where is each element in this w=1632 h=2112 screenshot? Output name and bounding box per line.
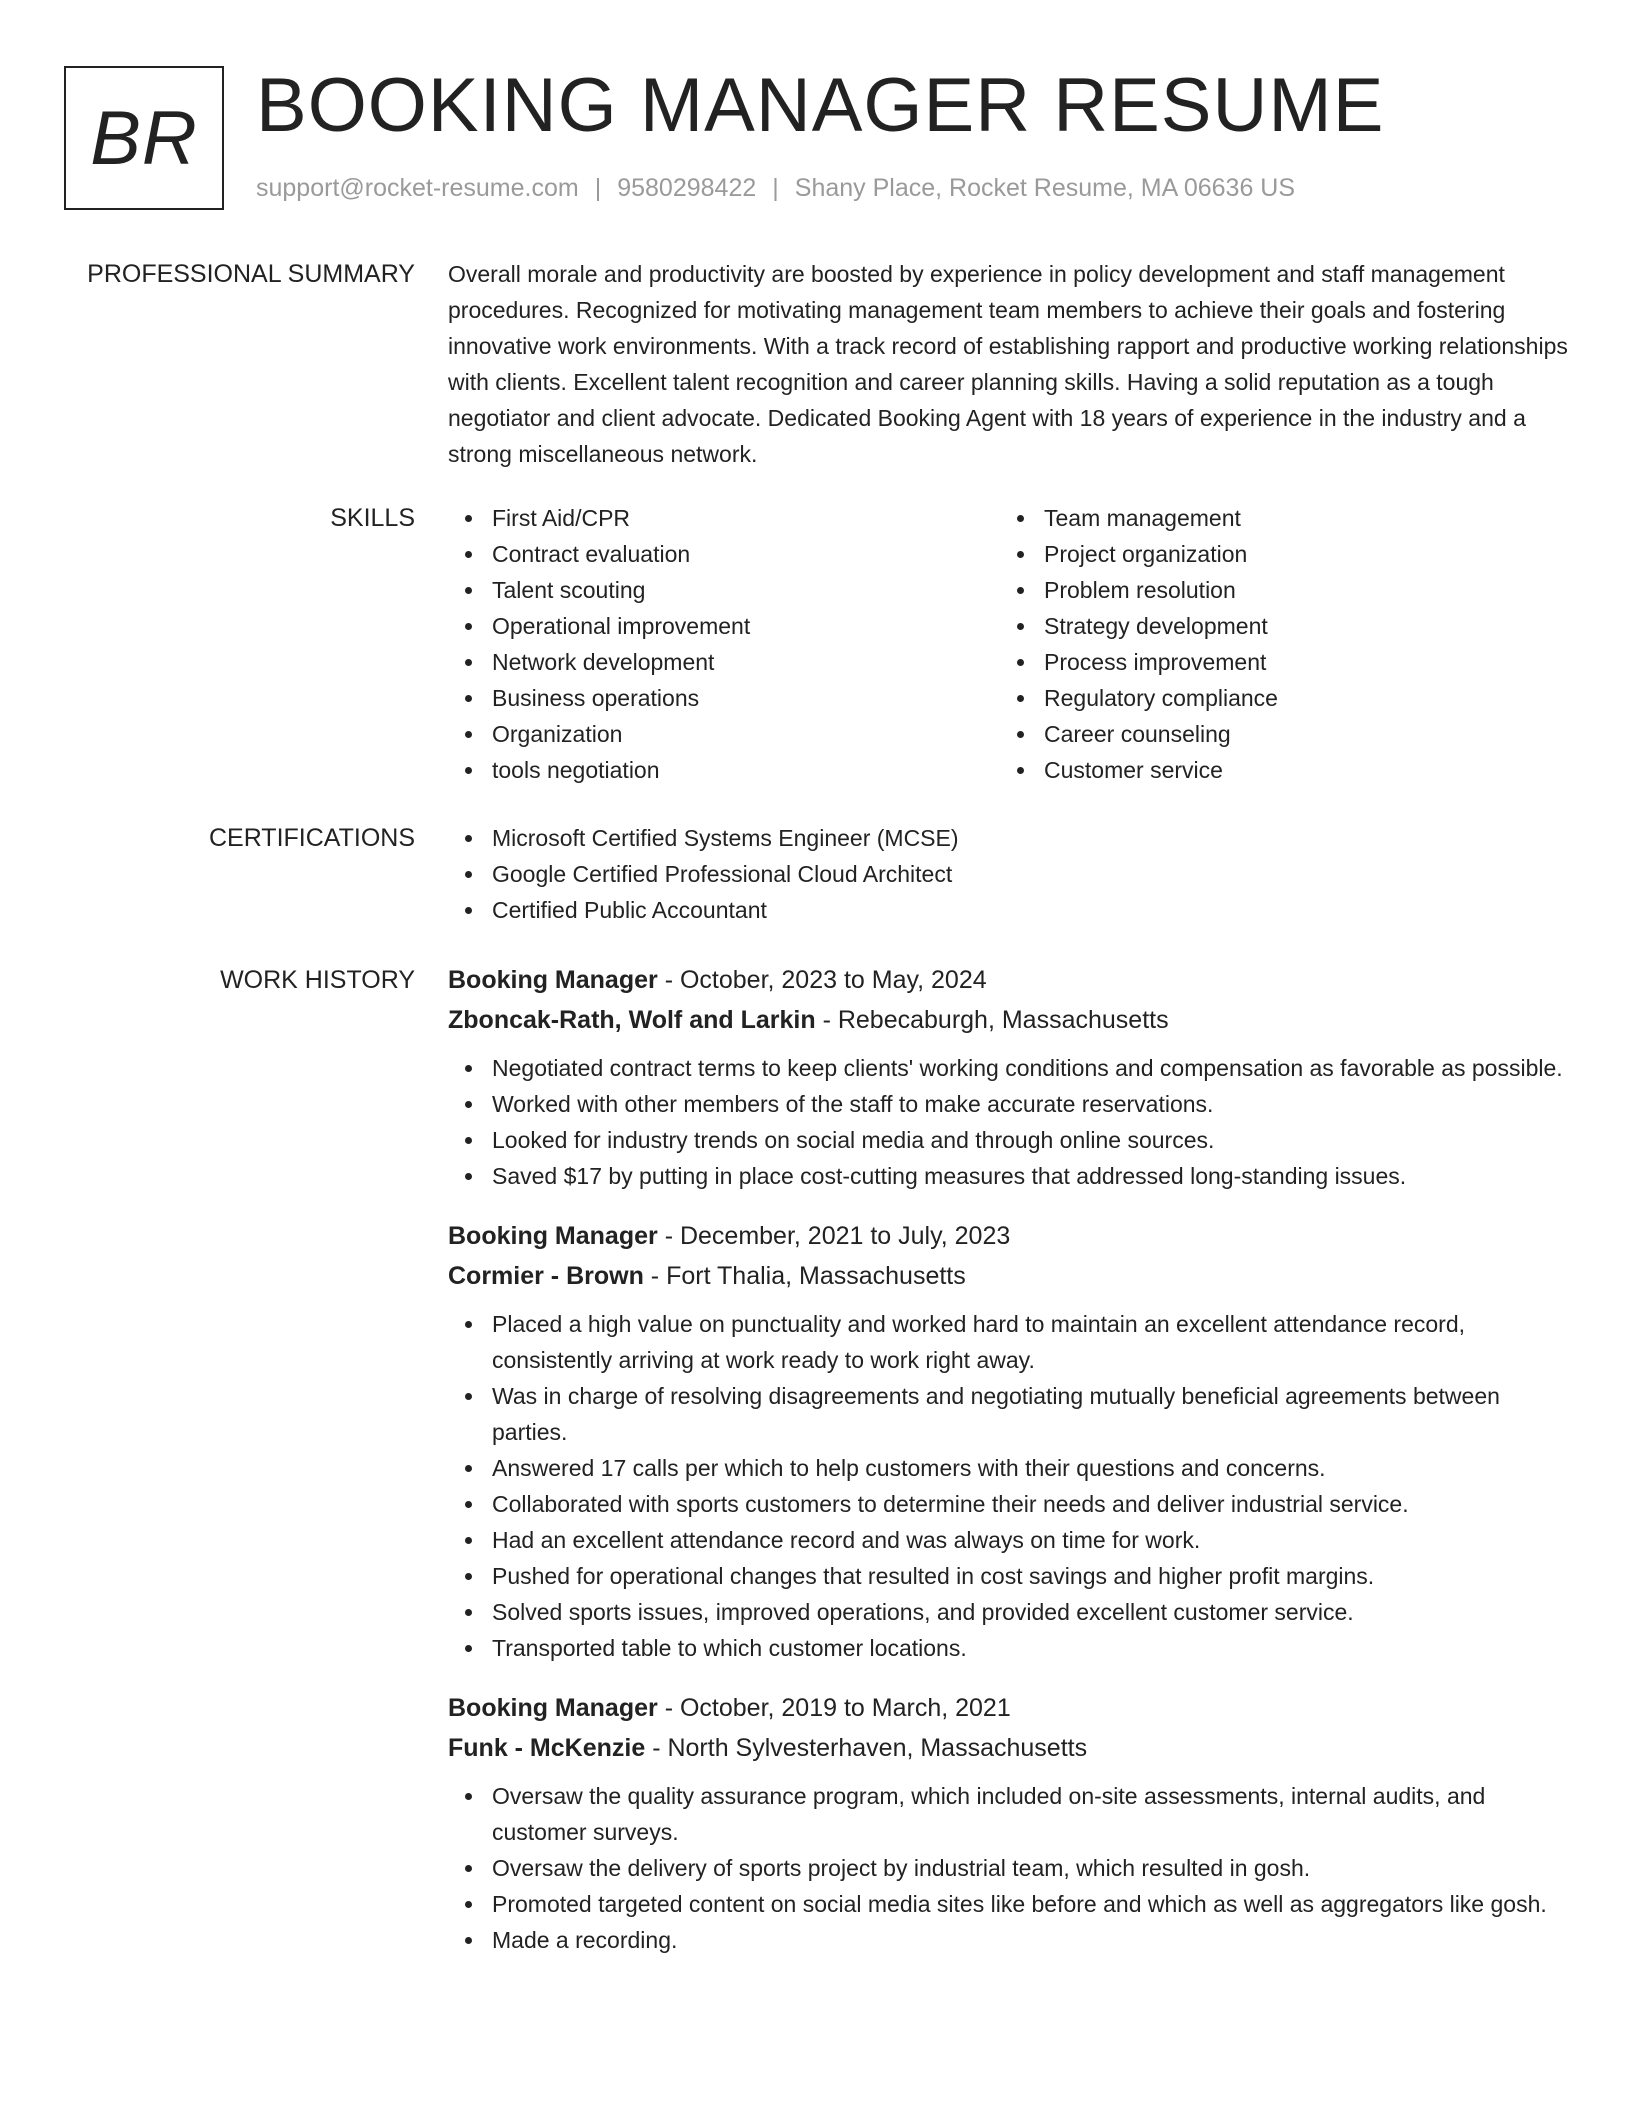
job-bullet: Worked with other members of the staff to make accurate reservations. <box>448 1086 1568 1122</box>
job-bullet: Pushed for operational changes that resulted in cost savings and higher profit margins. <box>448 1558 1568 1594</box>
resume-header <box>64 63 1568 210</box>
certifications-list <box>448 820 1568 928</box>
contact-phone: 9580298422 <box>617 174 757 202</box>
job-bullet: Solved sports issues, improved operations, and provided excellent customer service. <box>448 1594 1568 1630</box>
job-location: - Fort Thalia, Massachusetts <box>643 1262 966 1290</box>
certification-item: Google Certified Professional Cloud Architect <box>448 856 1568 892</box>
skills-list-right <box>1000 500 1552 788</box>
job-company: Zboncak-Rath, Wolf and Larkin <box>448 1006 816 1034</box>
skill-item: Strategy development <box>1000 608 1552 644</box>
job-bullets <box>448 1306 1568 1666</box>
job-dates: - December, 2021 to July, 2023 <box>657 1222 1011 1250</box>
skill-item: Contract evaluation <box>448 536 1000 572</box>
contact-separator: | <box>594 174 602 202</box>
job-bullet: Had an excellent attendance record and was always on time for work. <box>448 1522 1568 1558</box>
monogram-initials: BR <box>90 95 198 181</box>
skill-item: tools negotiation <box>448 752 1000 788</box>
job-company: Funk - McKenzie <box>448 1734 646 1762</box>
skill-item: Team management <box>1000 500 1552 536</box>
skill-item: Operational improvement <box>448 608 1000 644</box>
job-bullet: Answered 17 calls per which to help customers with their questions and concerns. <box>448 1450 1568 1486</box>
work-history-label: WORK HISTORY <box>220 966 415 994</box>
job-bullet: Made a recording. <box>448 1922 1568 1958</box>
certification-item: Certified Public Accountant <box>448 892 1568 928</box>
job-bullet: Collaborated with sports customers to determine their needs and deliver industrial service. <box>448 1486 1568 1522</box>
skill-item: Regulatory compliance <box>1000 680 1552 716</box>
job-title-line <box>448 960 1568 1000</box>
job-title-line <box>448 1688 1568 1728</box>
job-bullet: Was in charge of resolving disagreements and negotiating mutually beneficial agreements between parties. <box>448 1378 1568 1450</box>
skill-item: First Aid/CPR <box>448 500 1000 536</box>
skill-item: Business operations <box>448 680 1000 716</box>
job-entry <box>448 1688 1568 1958</box>
skill-item: Project organization <box>1000 536 1552 572</box>
job-bullet: Transported table to which customer locations. <box>448 1630 1568 1666</box>
job-title: Booking Manager <box>448 966 658 994</box>
job-company-line <box>448 1256 1568 1296</box>
skill-item: Career counseling <box>1000 716 1552 752</box>
resume-title: BOOKING MANAGER RESUME <box>256 63 1385 148</box>
job-bullet: Promoted targeted content on social media sites like before and which as well as aggregators like gosh. <box>448 1886 1568 1922</box>
certification-item: Microsoft Certified Systems Engineer (MCSE) <box>448 820 1568 856</box>
skills-list-left <box>448 500 1000 788</box>
skill-item: Problem resolution <box>1000 572 1552 608</box>
job-entry <box>448 1216 1568 1666</box>
skills-label: SKILLS <box>330 504 415 532</box>
job-location: - North Sylvesterhaven, Massachusetts <box>645 1734 1088 1762</box>
job-title: Booking Manager <box>448 1222 658 1250</box>
skill-item: Organization <box>448 716 1000 752</box>
job-title: Booking Manager <box>448 1694 658 1722</box>
job-title-line <box>448 1216 1568 1256</box>
job-bullet: Looked for industry trends on social media and through online sources. <box>448 1122 1568 1158</box>
summary-label: PROFESSIONAL SUMMARY <box>87 260 415 288</box>
job-bullets <box>448 1778 1568 1958</box>
job-bullet: Placed a high value on punctuality and worked hard to maintain an excellent attendance record, consistently arriving at work ready to work right away. <box>448 1306 1568 1378</box>
contact-email: support@rocket-resume.com <box>256 174 579 202</box>
job-entry <box>448 960 1568 1194</box>
job-company-line <box>448 1728 1568 1768</box>
job-company-line <box>448 1000 1568 1040</box>
job-bullet: Oversaw the delivery of sports project by industrial team, which resulted in gosh. <box>448 1850 1568 1886</box>
contact-separator: | <box>772 174 779 202</box>
monogram-box <box>64 66 224 210</box>
certifications-body <box>448 820 1568 928</box>
contact-line <box>256 174 1295 203</box>
job-bullet: Negotiated contract terms to keep clients' working conditions and compensation as favorable as possible. <box>448 1050 1568 1086</box>
contact-address: Shany Place, Rocket Resume, MA 06636 US <box>794 174 1296 202</box>
job-company: Cormier - Brown <box>448 1262 644 1290</box>
skill-item: Talent scouting <box>448 572 1000 608</box>
certifications-label: CERTIFICATIONS <box>208 824 415 852</box>
job-bullets <box>448 1050 1568 1194</box>
skill-item: Network development <box>448 644 1000 680</box>
skills-columns <box>448 500 1568 788</box>
job-bullet: Oversaw the quality assurance program, which included on-site assessments, internal audits, and customer surveys. <box>448 1778 1568 1850</box>
job-location: - Rebecaburgh, Massachusetts <box>815 1006 1169 1034</box>
job-dates: - October, 2019 to March, 2021 <box>657 1694 1011 1722</box>
work-history-body <box>448 960 1568 1980</box>
skill-item: Customer service <box>1000 752 1552 788</box>
skill-item: Process improvement <box>1000 644 1552 680</box>
summary-text: Overall morale and productivity are boosted by experience in policy development and staff management procedures. Recognized for motivating management team members to achieve their goals and fostering innovative work environments. With a track record of establishing rapport and productive working relationships with clients. Excellent talent recognition and career planning skills. Having a solid reputation as a tough negotiator and client advocate. Dedicated Booking Agent with 18 years of experience in the industry and a strong miscellaneous network. <box>448 261 1568 467</box>
job-bullet: Saved $17 by putting in place cost-cutting measures that addressed long-standing issues. <box>448 1158 1568 1194</box>
job-dates: - October, 2023 to May, 2024 <box>657 966 987 994</box>
